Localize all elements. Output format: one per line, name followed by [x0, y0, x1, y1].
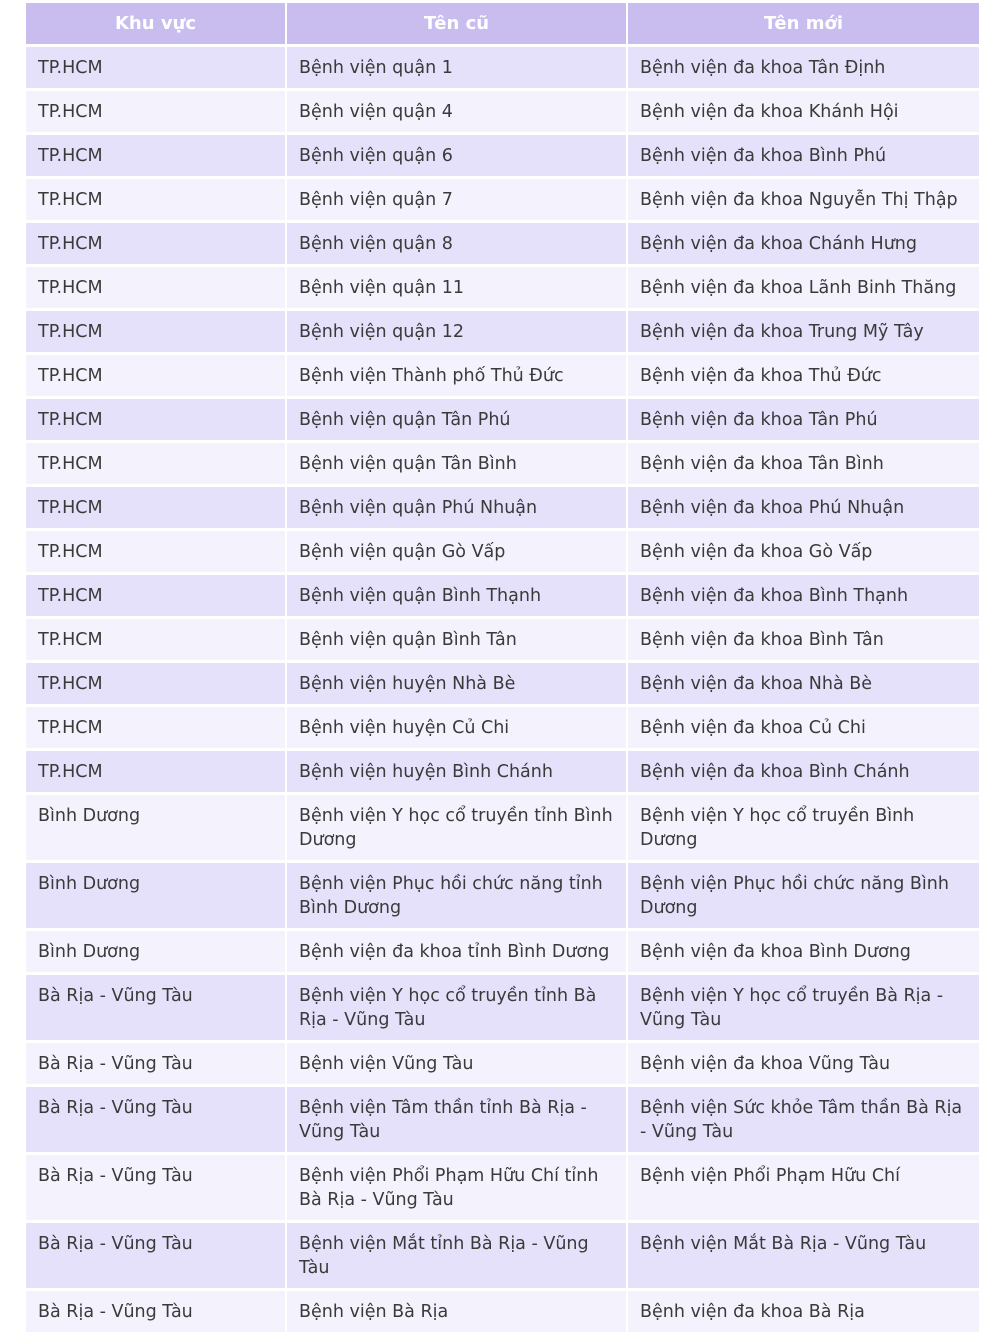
- new-name-cell: Bệnh viện đa khoa Bình Tân: [628, 619, 979, 660]
- old-name-cell: Bệnh viện quận 7: [287, 179, 626, 220]
- old-name-cell: Bệnh viện quận 11: [287, 267, 626, 308]
- region-cell: Bà Rịa - Vũng Tàu: [26, 975, 285, 1040]
- table-row: [26, 399, 979, 440]
- new-name-cell: Bệnh viện đa khoa Bình Phú: [628, 135, 979, 176]
- old-name-cell: Bệnh viện Phổi Phạm Hữu Chí tỉnh Bà Rịa - Vũng Tàu: [287, 1155, 626, 1220]
- table-row: [26, 1291, 979, 1332]
- new-name-cell: Bệnh viện đa khoa Lãnh Binh Thăng: [628, 267, 979, 308]
- table-row: [26, 223, 979, 264]
- new-name-cell: Bệnh viện Sức khỏe Tâm thần Bà Rịa - Vũng Tàu: [628, 1087, 979, 1152]
- table-row: [26, 795, 979, 860]
- table-row: [26, 751, 979, 792]
- column-header-old-name: Tên cũ: [287, 3, 626, 44]
- region-cell: TP.HCM: [26, 575, 285, 616]
- region-cell: TP.HCM: [26, 311, 285, 352]
- table-row: [26, 1155, 979, 1220]
- new-name-cell: Bệnh viện Mắt Bà Rịa - Vũng Tàu: [628, 1223, 979, 1288]
- new-name-cell: Bệnh viện đa khoa Tân Bình: [628, 443, 979, 484]
- new-name-cell: Bệnh viện đa khoa Tân Định: [628, 47, 979, 88]
- new-name-cell: Bệnh viện đa khoa Củ Chi: [628, 707, 979, 748]
- region-cell: Bình Dương: [26, 931, 285, 972]
- table-row: [26, 531, 979, 572]
- old-name-cell: Bệnh viện Mắt tỉnh Bà Rịa - Vũng Tàu: [287, 1223, 626, 1288]
- region-cell: Bình Dương: [26, 795, 285, 860]
- new-name-cell: Bệnh viện đa khoa Nguyễn Thị Thập: [628, 179, 979, 220]
- table-row: [26, 707, 979, 748]
- table-header-row: [26, 3, 979, 44]
- table-row: [26, 975, 979, 1040]
- table-row: [26, 91, 979, 132]
- region-cell: Bà Rịa - Vũng Tàu: [26, 1223, 285, 1288]
- region-cell: TP.HCM: [26, 619, 285, 660]
- new-name-cell: Bệnh viện Y học cổ truyền Bình Dương: [628, 795, 979, 860]
- old-name-cell: Bệnh viện Y học cổ truyền tỉnh Bà Rịa - Vũng Tàu: [287, 975, 626, 1040]
- old-name-cell: Bệnh viện đa khoa tỉnh Bình Dương: [287, 931, 626, 972]
- old-name-cell: Bệnh viện Y học cổ truyền tỉnh Bình Dương: [287, 795, 626, 860]
- table-row: [26, 135, 979, 176]
- region-cell: Bà Rịa - Vũng Tàu: [26, 1291, 285, 1332]
- old-name-cell: Bệnh viện Vũng Tàu: [287, 1043, 626, 1084]
- old-name-cell: Bệnh viện quận Tân Phú: [287, 399, 626, 440]
- region-cell: TP.HCM: [26, 267, 285, 308]
- region-cell: Bà Rịa - Vũng Tàu: [26, 1155, 285, 1220]
- region-cell: TP.HCM: [26, 487, 285, 528]
- old-name-cell: Bệnh viện huyện Củ Chi: [287, 707, 626, 748]
- table-row: [26, 179, 979, 220]
- new-name-cell: Bệnh viện đa khoa Trung Mỹ Tây: [628, 311, 979, 352]
- new-name-cell: Bệnh viện đa khoa Bình Chánh: [628, 751, 979, 792]
- old-name-cell: Bệnh viện quận 8: [287, 223, 626, 264]
- old-name-cell: Bệnh viện quận 6: [287, 135, 626, 176]
- old-name-cell: Bệnh viện quận Bình Tân: [287, 619, 626, 660]
- old-name-cell: Bệnh viện quận Gò Vấp: [287, 531, 626, 572]
- old-name-cell: Bệnh viện quận 12: [287, 311, 626, 352]
- region-cell: TP.HCM: [26, 179, 285, 220]
- new-name-cell: Bệnh viện đa khoa Vũng Tàu: [628, 1043, 979, 1084]
- old-name-cell: Bệnh viện huyện Bình Chánh: [287, 751, 626, 792]
- region-cell: Bà Rịa - Vũng Tàu: [26, 1043, 285, 1084]
- new-name-cell: Bệnh viện Y học cổ truyền Bà Rịa - Vũng Tàu: [628, 975, 979, 1040]
- new-name-cell: Bệnh viện đa khoa Bà Rịa: [628, 1291, 979, 1332]
- region-cell: Bình Dương: [26, 863, 285, 928]
- region-cell: TP.HCM: [26, 223, 285, 264]
- column-header-new-name: Tên mới: [628, 3, 979, 44]
- old-name-cell: Bệnh viện Bà Rịa: [287, 1291, 626, 1332]
- table-row: [26, 931, 979, 972]
- region-cell: TP.HCM: [26, 135, 285, 176]
- table-row: [26, 443, 979, 484]
- new-name-cell: Bệnh viện đa khoa Thủ Đức: [628, 355, 979, 396]
- new-name-cell: Bệnh viện đa khoa Gò Vấp: [628, 531, 979, 572]
- table-row: [26, 47, 979, 88]
- region-cell: TP.HCM: [26, 663, 285, 704]
- region-cell: TP.HCM: [26, 91, 285, 132]
- table-row: [26, 355, 979, 396]
- old-name-cell: Bệnh viện Thành phố Thủ Đức: [287, 355, 626, 396]
- old-name-cell: Bệnh viện quận Phú Nhuận: [287, 487, 626, 528]
- region-cell: Bà Rịa - Vũng Tàu: [26, 1087, 285, 1152]
- table-row: [26, 575, 979, 616]
- old-name-cell: Bệnh viện quận Tân Bình: [287, 443, 626, 484]
- column-header-region: Khu vực: [26, 3, 285, 44]
- region-cell: TP.HCM: [26, 355, 285, 396]
- region-cell: TP.HCM: [26, 399, 285, 440]
- old-name-cell: Bệnh viện Phục hồi chức năng tỉnh Bình Dương: [287, 863, 626, 928]
- new-name-cell: Bệnh viện Phổi Phạm Hữu Chí: [628, 1155, 979, 1220]
- table-row: [26, 267, 979, 308]
- table-row: [26, 663, 979, 704]
- new-name-cell: Bệnh viện Phục hồi chức năng Bình Dương: [628, 863, 979, 928]
- new-name-cell: Bệnh viện đa khoa Tân Phú: [628, 399, 979, 440]
- region-cell: TP.HCM: [26, 47, 285, 88]
- old-name-cell: Bệnh viện quận Bình Thạnh: [287, 575, 626, 616]
- old-name-cell: Bệnh viện Tâm thần tỉnh Bà Rịa - Vũng Tàu: [287, 1087, 626, 1152]
- hospital-renaming-table: [24, 0, 981, 1335]
- new-name-cell: Bệnh viện đa khoa Chánh Hưng: [628, 223, 979, 264]
- old-name-cell: Bệnh viện huyện Nhà Bè: [287, 663, 626, 704]
- table-row: [26, 1043, 979, 1084]
- table-row: [26, 1087, 979, 1152]
- region-cell: TP.HCM: [26, 443, 285, 484]
- new-name-cell: Bệnh viện đa khoa Khánh Hội: [628, 91, 979, 132]
- new-name-cell: Bệnh viện đa khoa Nhà Bè: [628, 663, 979, 704]
- table-row: [26, 487, 979, 528]
- table-row: [26, 311, 979, 352]
- region-cell: TP.HCM: [26, 707, 285, 748]
- table-row: [26, 1223, 979, 1288]
- old-name-cell: Bệnh viện quận 4: [287, 91, 626, 132]
- table-row: [26, 863, 979, 928]
- table-row: [26, 619, 979, 660]
- table-body: [26, 47, 979, 1332]
- new-name-cell: Bệnh viện đa khoa Bình Thạnh: [628, 575, 979, 616]
- new-name-cell: Bệnh viện đa khoa Phú Nhuận: [628, 487, 979, 528]
- new-name-cell: Bệnh viện đa khoa Bình Dương: [628, 931, 979, 972]
- region-cell: TP.HCM: [26, 751, 285, 792]
- region-cell: TP.HCM: [26, 531, 285, 572]
- old-name-cell: Bệnh viện quận 1: [287, 47, 626, 88]
